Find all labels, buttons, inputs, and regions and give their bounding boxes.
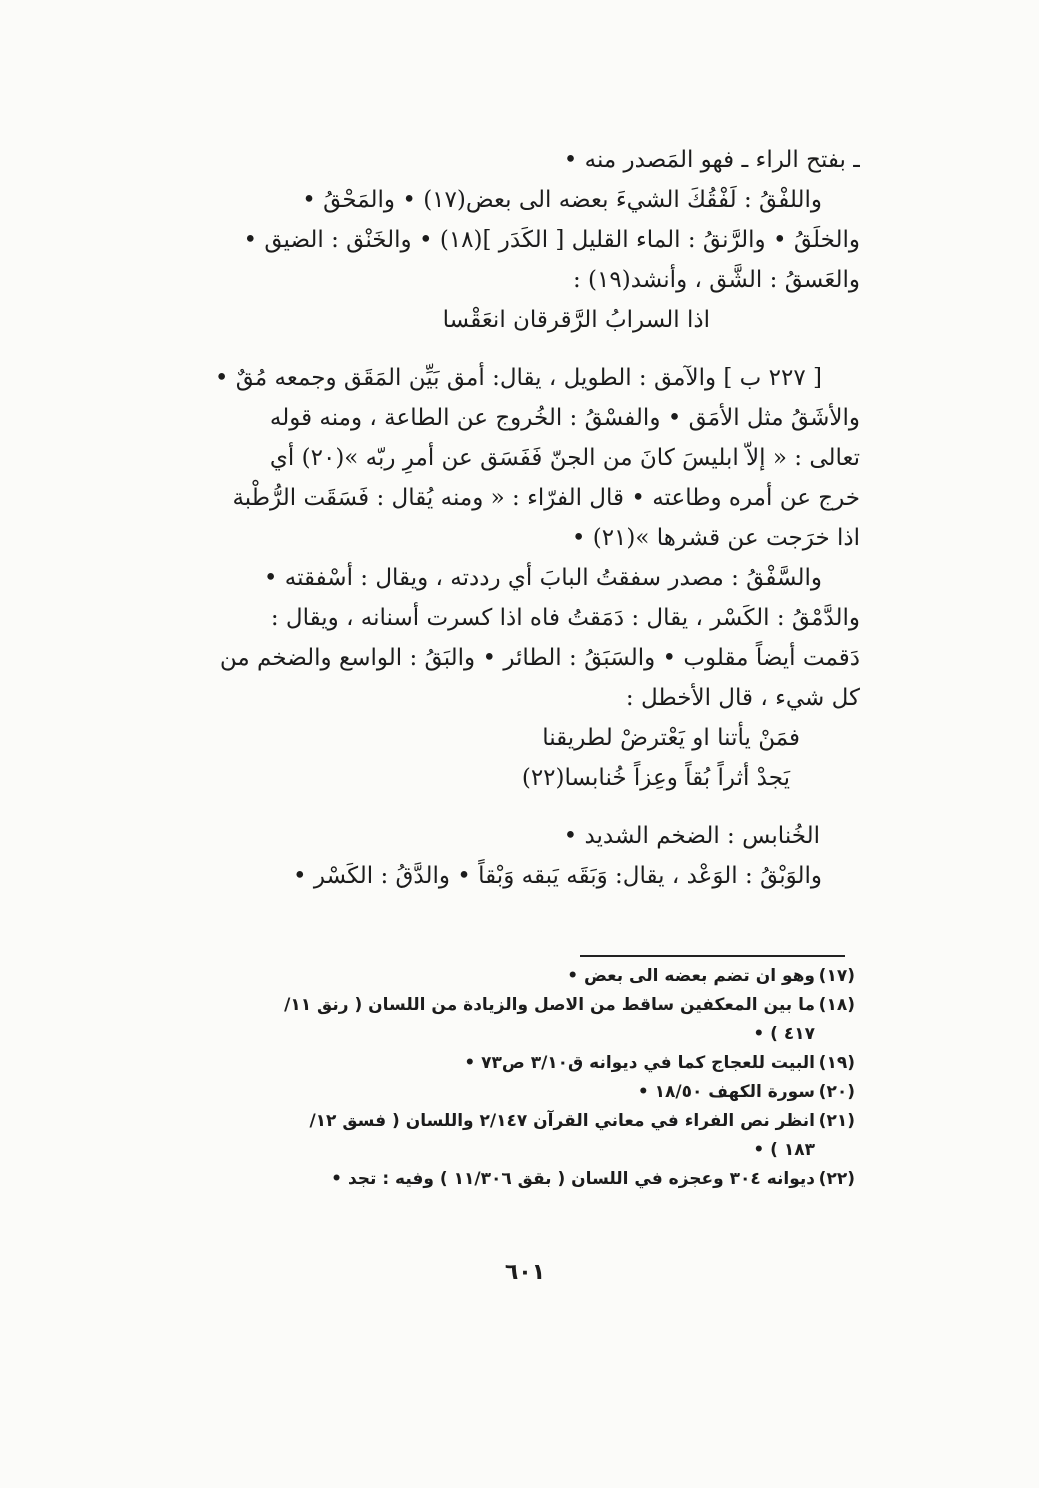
text-line: كل شيء ، قال الأخطل : (625, 685, 860, 711)
main-text (200, 140, 860, 896)
footnote-text: ٤١٧ ) • (753, 1024, 815, 1044)
footnote (200, 1078, 855, 1107)
footnote-number: (٢٢) (818, 1169, 855, 1189)
footnote-text: ديوانه ٣٠٤ وعجزه في اللسان ( بقق ١١/٣٠٦ ) وفيه : تجد • (331, 1169, 815, 1189)
footnote-number: (١٨) (818, 995, 855, 1015)
text-line: والوَبْقُ : الوَعْد ، يقال: وَبَقَه يَبقه وَبْقاً • والدَّقُ : الكَسْر • (293, 863, 822, 889)
footnote-number: (١٩) (818, 1053, 855, 1073)
footnote-number: (٢١) (818, 1111, 855, 1131)
text-line: الخُنابس : الضخم الشديد • (563, 823, 820, 849)
text-line: ـ بفتح الراء ـ فهو المَصدر منه • (563, 147, 860, 173)
footnote (200, 1165, 855, 1194)
text-line: والسَّفْقُ : مصدر سفقتُ البابَ أي رددته ، ويقال : أسْفقته • (263, 565, 822, 591)
verse-line: فمَنْ يأتنا او يَعْترضْ لطريقنا (542, 725, 800, 751)
text-line: والخلَقُ • والرَّنقُ : الماء القليل [ الكَدَر ](١٨) • والخَنْق : الضيق • (243, 227, 860, 253)
footnote-text: انظر نص الفراء في معاني القرآن ٢/١٤٧ واللسان ( فسق ١٢/ (309, 1111, 815, 1131)
footnote (200, 1049, 855, 1078)
text-line: والدَّمْقُ : الكَسْر ، يقال : دَمَقتُ فاه اذا كسرت أسنانه ، ويقال : (270, 605, 860, 631)
text-line: خرج عن أمره وطاعته • قال الفرّاء : « ومنه يُقال : فَسَقَت الرُّطْبة (232, 485, 860, 511)
text-line: دَقمت أيضاً مقلوب • والسَبَقُ : الطائر • والبَقُ : الواسع والضخم من (219, 645, 860, 671)
footnote-continuation (200, 1020, 855, 1049)
footnote-text: سورة الكهف ١٨/٥٠ • (637, 1082, 815, 1102)
footnote-number: (٢٠) (818, 1082, 855, 1102)
verse-line: اذا السرابُ الرَّقرقان انعَقْسا (442, 307, 710, 333)
footnote-continuation (200, 1136, 855, 1165)
verse-line: يَجدْ أثراً بُقاً وعِزاً خُنابسا(٢٢) (521, 765, 790, 791)
footnote-text: ١٨٣ ) • (753, 1140, 815, 1160)
footnote (200, 1107, 855, 1136)
text-line: والأشَقُ مثل الأمَق • والفسْقُ : الخُروج عن الطاعة ، ومنه قوله (269, 405, 860, 431)
footnote-text: البيت للعجاج كما في ديوانه ق٣/١٠ ص٧٣ • (464, 1053, 815, 1073)
text-line: اذا خرَجت عن قشرها »(٢١) • (571, 525, 860, 551)
footnote-text: ما بين المعكفين ساقط من الاصل والزيادة من اللسان ( رنق ١١/ (284, 995, 815, 1015)
text-line: [ ٢٢٧ ب ] والآمق : الطويل ، يقال: أمق بَيِّن المَقَق وجمعه مُقٌ • (214, 365, 822, 391)
text-line: واللفْقُ : لَفْقُكَ الشيءَ بعضه الى بعض(١٧) • والمَحْقُ • (302, 187, 822, 213)
footnote-text: وهو ان تضم بعضه الى بعض • (567, 966, 815, 986)
text-line: والعَسقُ : الشَّق ، وأنشد(١٩) : (572, 267, 860, 293)
footnote (200, 991, 855, 1020)
footnote-divider (580, 955, 845, 957)
page-number: ٦٠١ (504, 1260, 546, 1285)
footnote-number: (١٧) (818, 966, 855, 986)
footnotes (200, 962, 855, 1194)
footnote (200, 962, 855, 991)
text-line: تعالى : « إلاّ ابليسَ كانَ من الجنّ فَفَسَق عن أمرِ ربّه »(٢٠) أي (269, 445, 860, 471)
